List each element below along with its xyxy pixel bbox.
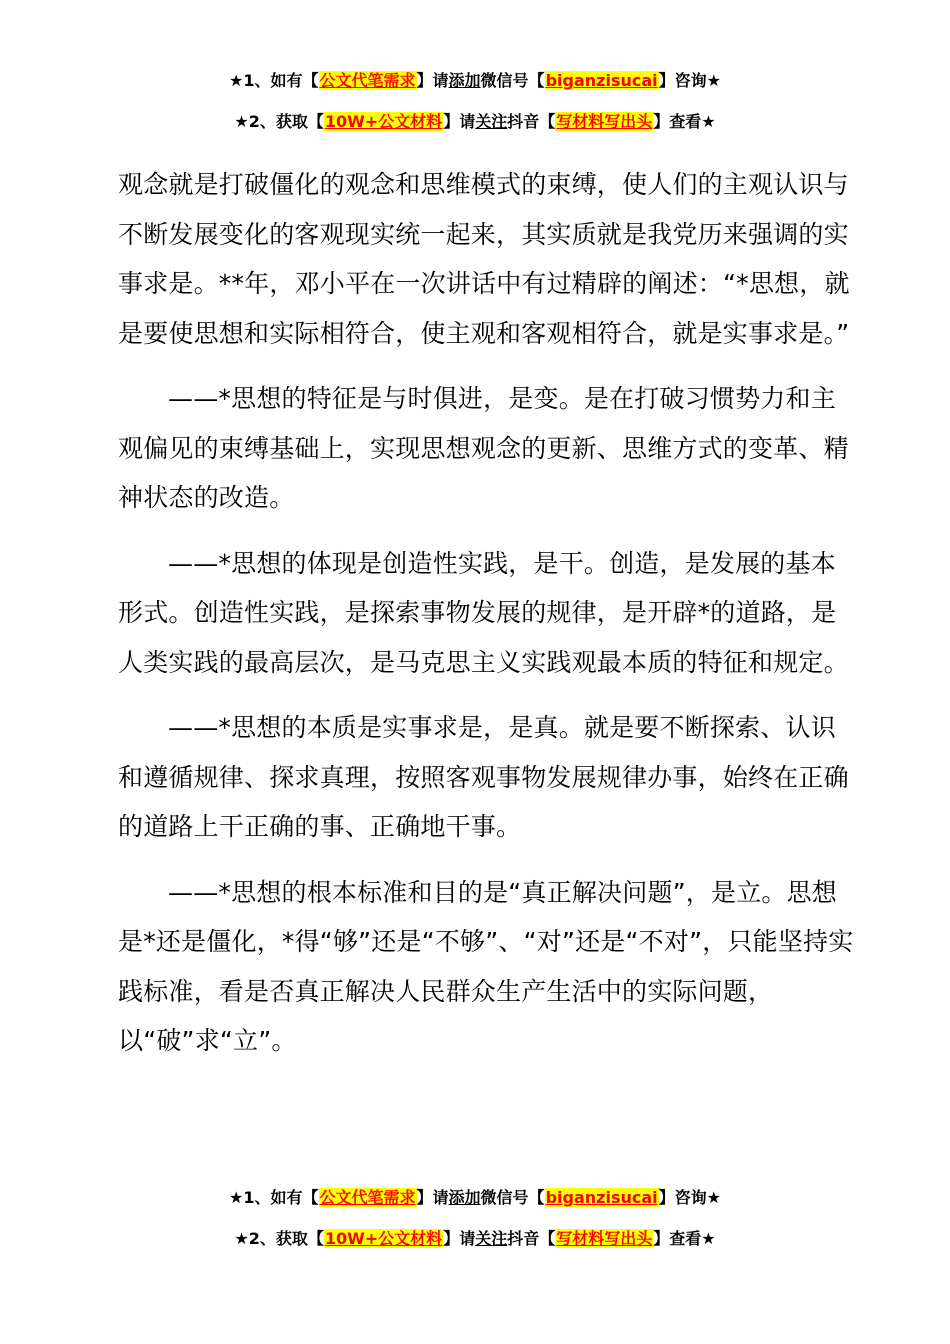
banner-text: 抖音【 <box>507 1229 556 1248</box>
banner-text: 】请 <box>416 1188 449 1207</box>
paragraph-3: ——*思想的体现是创造性实践，是干。创造，是发展的基本形式。创造性实践，是探索事物发展的规律，是开辟*的道路，是人类实践的最高层次，是马克思主义实践观最本质的特征和规定。 <box>118 548 849 677</box>
paragraph-2: ——*思想的特征是与时俱进，是变。是在打破习惯势力和主观偏见的束缚基础上，实现思想观念的更新、思维方式的变革、精神状态的改造。 <box>118 384 849 512</box>
banner-prefix: ★2、获取【 <box>234 112 324 131</box>
paragraph-5: ——*思想的根本标准和目的是“真正解决问题”，是立。思想是*还是僵化，*得“够”还是“不够”、“对”还是“不对”，只能坚持实践标准，看是否真正解决人民群众生产生活中的实际问题，以“破”求“立”。 <box>118 877 854 1055</box>
banner-highlight-service: 公文代笔需求 <box>319 1188 416 1207</box>
paragraph-4: ——*思想的本质是实事求是，是真。就是要不断探索、认识和遵循规律、探求真理，按照客观事物发展规律办事，始终在正确的道路上干正确的事、正确地干事。 <box>118 713 849 841</box>
footer-banner-line-1 <box>0 1187 950 1209</box>
banner-highlight-service: 公文代笔需求 <box>319 71 416 90</box>
banner-prefix: ★1、如有【 <box>229 1188 319 1207</box>
banner-suffix: 】查看★ <box>653 112 716 131</box>
banner-highlight-materials: 10W+公文材料 <box>324 1229 443 1248</box>
banner-emphasis: 关注 <box>475 1229 508 1248</box>
banner-highlight-douyin-id: 写材料写出头 <box>556 112 653 131</box>
banner-prefix: ★2、获取【 <box>234 1229 324 1248</box>
paragraph-1: 观念就是打破僵化的观念和思维模式的束缚，使人们的主观认识与不断发展变化的客观现实统一起来，其实质就是我党历来强调的实事求是。**年，邓小平在一次讲话中有过精辟的阐述：“*思想，就是要使思想和实际相符合，使主观和客观相符合，就是实事求是。” <box>118 170 850 348</box>
banner-text: 微信号【 <box>480 1188 545 1207</box>
banner-emphasis: 关注 <box>475 112 508 131</box>
banner-highlight-douyin-id: 写材料写出头 <box>556 1229 653 1248</box>
footer-banner-line-2 <box>0 1228 950 1250</box>
banner-prefix: ★1、如有【 <box>229 71 319 90</box>
banner-text: 抖音【 <box>507 112 556 131</box>
document-body <box>118 160 858 1066</box>
banner-highlight-wechat-id: biganzisucai <box>545 1188 658 1207</box>
banner-emphasis: 添加 <box>448 1188 481 1207</box>
banner-emphasis: 添加 <box>448 71 481 90</box>
header-banner-line-2 <box>0 111 950 133</box>
banner-text: 】请 <box>416 71 449 90</box>
banner-text: 】请 <box>443 112 476 131</box>
banner-text: 微信号【 <box>480 71 545 90</box>
banner-highlight-wechat-id: biganzisucai <box>545 71 658 90</box>
banner-text: 】请 <box>443 1229 476 1248</box>
banner-suffix: 】咨询★ <box>658 71 721 90</box>
banner-highlight-materials: 10W+公文材料 <box>324 112 443 131</box>
header-banner-line-1 <box>0 70 950 92</box>
banner-suffix: 】咨询★ <box>658 1188 721 1207</box>
banner-suffix: 】查看★ <box>653 1229 716 1248</box>
